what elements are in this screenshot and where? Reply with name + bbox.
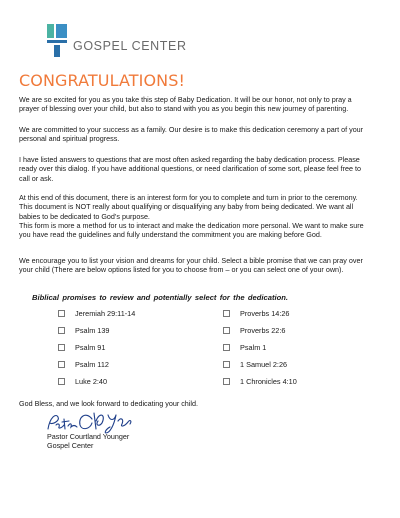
paragraph-vision: We encourage you to list your vision and dreams for your child. Select a bible promise that we can pray over your child (There are below options listed for you to choose from – or you can select one of your own). [19,256,363,275]
checkbox[interactable] [223,378,230,385]
closing-line: God Bless, and we look forward to dedicating your child. [19,399,198,408]
headline: CONGRATULATIONS! [19,71,185,90]
signer-block [47,432,129,450]
promise-option[interactable] [58,360,109,369]
signer-name: Pastor Courtland Younger [47,432,130,441]
promise-label: Luke 2:40 [75,377,108,386]
checkbox[interactable] [223,327,230,334]
promise-option[interactable] [223,360,287,369]
promise-label: Proverbs 14:26 [240,309,290,318]
cross-logo-icon [47,24,67,57]
promise-label: 1 Chronicles 4:10 [240,377,297,386]
promise-label: Psalm 1 [240,343,267,352]
checkbox[interactable] [58,344,65,351]
checkbox[interactable] [58,378,65,385]
promise-label: Proverbs 22:6 [240,326,286,335]
paragraph-interest-form: At this end of this document, there is an interest form for you to complete and turn in prior to the ceremony. This document is NOT really about qualifying or disqualifying any baby from being dedicated. We want all babies to be dedicated to God’s purpose. [19,193,358,221]
promise-label: Psalm 139 [75,326,110,335]
signature-image [46,407,146,435]
brand-name: GOSPEL CENTER [73,38,187,53]
promise-option[interactable] [58,377,107,386]
promise-label: 1 Samuel 2:26 [240,360,288,369]
paragraph-commitment: We are committed to your success as a family. Our desire is to make this dedication ceremony a part of your personal and spiritual progress. [19,125,364,144]
checkbox[interactable] [58,327,65,334]
promise-option[interactable] [58,343,105,352]
promise-label: Psalm 112 [75,360,109,369]
promise-option[interactable] [223,326,285,335]
checkbox[interactable] [58,361,65,368]
paragraph-method: This form is more a method for us to interact and make the dedication more personal. We want to make sure you have read the guidelines and fully understand the commitment you are making before God. [19,221,364,240]
promise-option[interactable] [58,326,109,335]
promise-option[interactable] [223,377,297,386]
promise-label: Psalm 91 [75,343,106,352]
promise-option[interactable] [58,309,135,318]
checkbox[interactable] [223,344,230,351]
signer-organization: Gospel Center [47,441,94,450]
checkbox[interactable] [223,310,230,317]
promise-option[interactable] [223,343,266,352]
promise-label: Jeremiah 29:11-14 [75,309,136,318]
checkbox[interactable] [223,361,230,368]
paragraph-questions: I have listed answers to questions that are most often asked regarding the baby dedication process. Please ready over this dialog. If you have additional questions, or need clarification of some sort, please feel free to call or ask. [19,155,362,183]
promises-heading: Biblical promises to review and potentially select for the dedication. [32,293,288,302]
checkbox[interactable] [58,310,65,317]
promise-option[interactable] [223,309,290,318]
gospel-center-logo [47,24,187,57]
paragraph-intro: We are so excited for you as you take this step of Baby Dedication. It will be our honor, not only to pray a prayer of blessing over your child, but also to stand with you as you begin this new journey of parenting. [19,95,352,114]
